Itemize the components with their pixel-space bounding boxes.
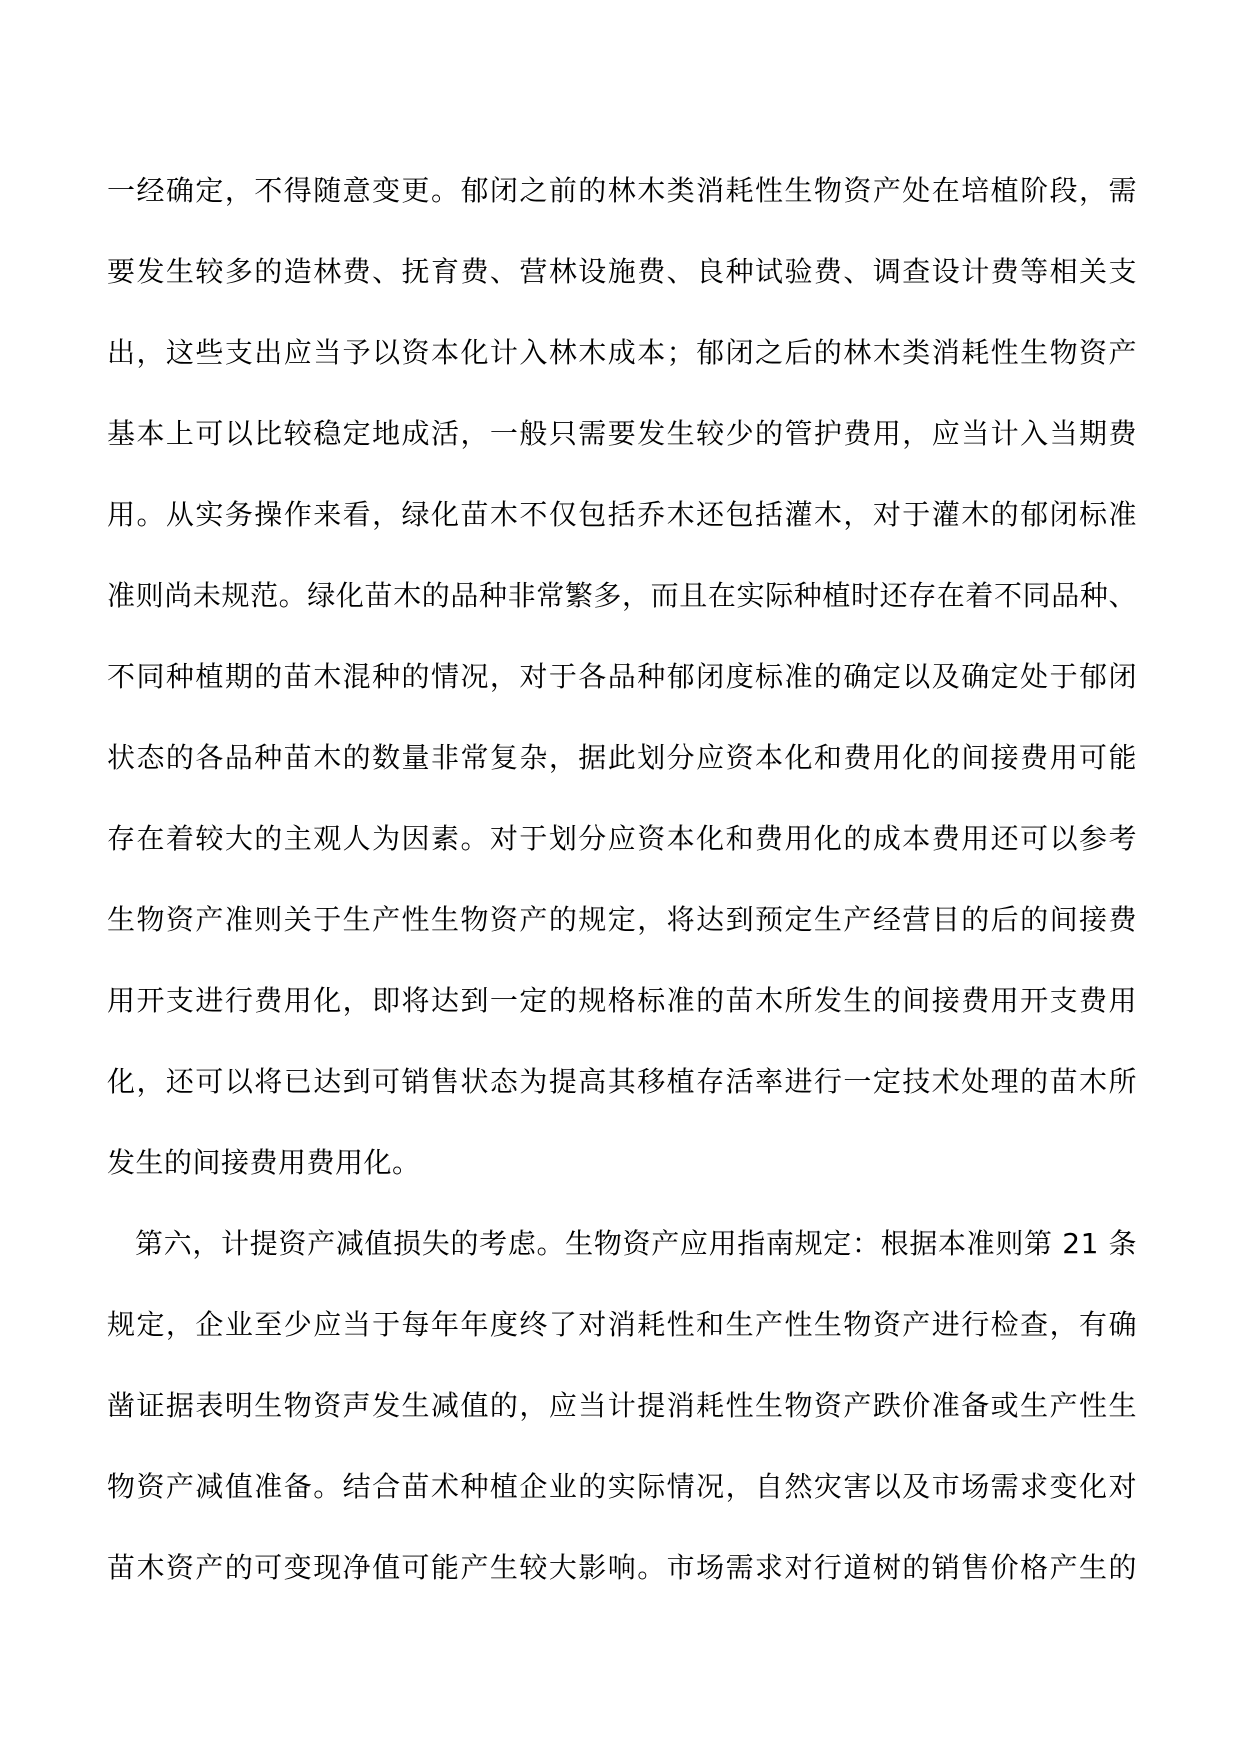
text-line-last: 发生的间接费用费用化。 xyxy=(107,1146,421,1179)
text-line: 基本上可以比较稳定地成活，一般只需要发生较少的管护费用，应当计入当期费 xyxy=(107,417,1137,450)
text-line: 出，这些支出应当予以资本化计入林木成本；郁闭之后的林木类消耗性生物资产 xyxy=(107,336,1137,369)
text-line: 苗木资产的可变现净值可能产生较大影响。市场需求对行道树的销售价格产生的 xyxy=(107,1551,1137,1584)
text-line: 不同种植期的苗木混种的情况，对于各品种郁闭度标准的确定以及确定处于郁闭 xyxy=(107,660,1137,693)
paragraph-first-line: 第六，计提资产减值损失的考虑。生物资产应用指南规定：根据本准则第 21 条 xyxy=(135,1227,1137,1260)
text-line: 用开支进行费用化，即将达到一定的规格标准的苗木所发生的间接费用开支费用 xyxy=(107,984,1137,1017)
text-line: 存在着较大的主观人为因素。对于划分应资本化和费用化的成本费用还可以参考 xyxy=(107,822,1137,855)
text-line: 状态的各品种苗木的数量非常复杂，据此划分应资本化和费用化的间接费用可能 xyxy=(107,741,1137,774)
document-body xyxy=(107,150,1137,1608)
text-line: 准则尚未规范。绿化苗木的品种非常繁多，而且在实际种植时还存在着不同品种、 xyxy=(107,579,1137,612)
text-line: 一经确定，不得随意变更。郁闭之前的林木类消耗性生物资产处在培植阶段，需 xyxy=(107,174,1137,207)
text-line: 用。从实务操作来看，绿化苗木不仅包括乔木还包括灌木，对于灌木的郁闭标准 xyxy=(107,498,1137,531)
text-line: 生物资产准则关于生产性生物资产的规定，将达到预定生产经营目的后的间接费 xyxy=(107,903,1137,936)
text-line: 物资产减值准备。结合苗术种植企业的实际情况，自然灾害以及市场需求变化对 xyxy=(107,1470,1137,1503)
text-line: 凿证据表明生物资声发生减值的，应当计提消耗性生物资产跌价准备或生产性生 xyxy=(107,1389,1137,1422)
text-line: 要发生较多的造林费、抚育费、营林设施费、良种试验费、调查设计费等相关支 xyxy=(107,255,1137,288)
text-line: 化，还可以将已达到可销售状态为提高其移植存活率进行一定技术处理的苗木所 xyxy=(107,1065,1137,1098)
text-line: 规定，企业至少应当于每年年度终了对消耗性和生产性生物资产进行检查，有确 xyxy=(107,1308,1137,1341)
